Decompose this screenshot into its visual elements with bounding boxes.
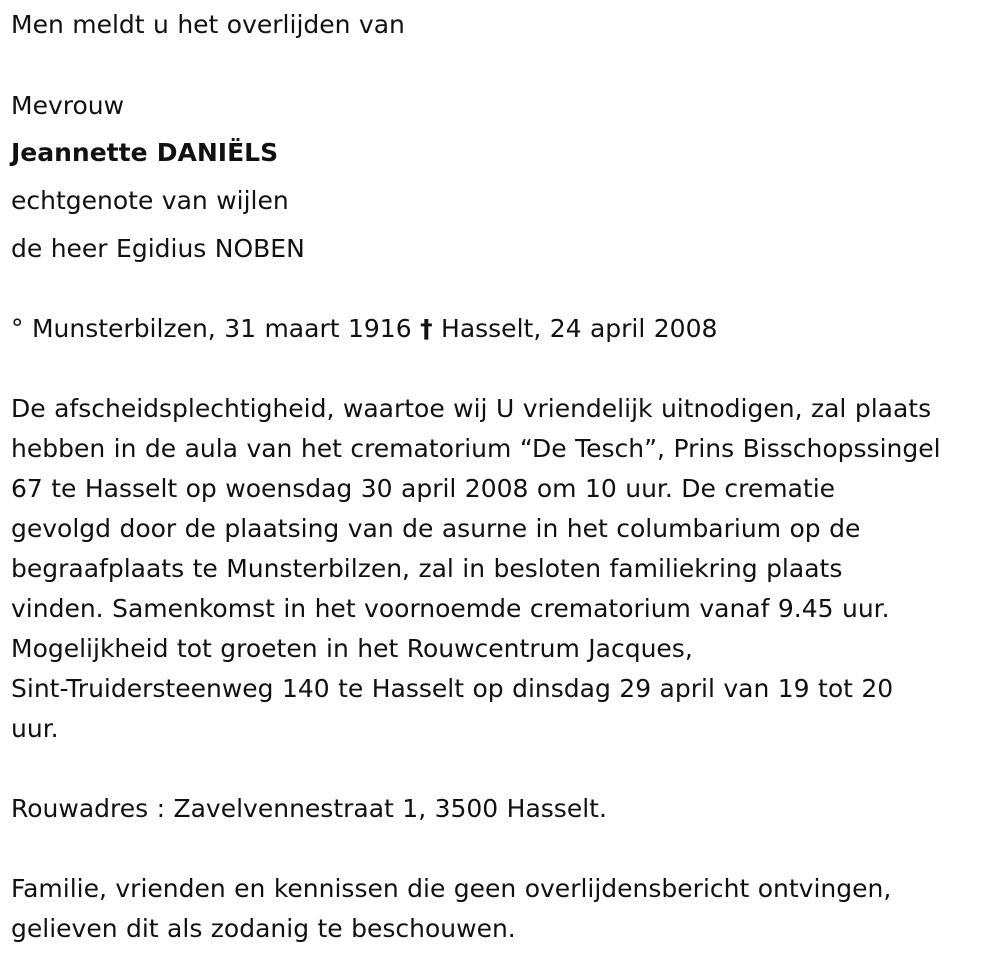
ceremony-line: uur. [11, 714, 59, 743]
mourning-address: Rouwadres : Zavelvennestraat 1, 3500 Hasselt. [11, 794, 607, 823]
cross-icon: † [420, 314, 433, 343]
ceremony-line: hebben in de aula van het crematorium “De Tesch”, Prins Bisschopssingel [11, 434, 941, 463]
death-info: Hasselt, 24 april 2008 [441, 314, 718, 343]
deceased-name: Jeannette DANIËLS [11, 138, 279, 167]
closing-line: gelieven dit als zodanig te beschouwen. [11, 914, 516, 943]
salutation: Mevrouw [11, 91, 125, 120]
intro-text: Men meldt u het overlijden van [11, 10, 405, 39]
birth-info: ° Munsterbilzen, 31 maart 1916 [11, 314, 412, 343]
ceremony-line: vinden. Samenkomst in het voornoemde crematorium vanaf 9.45 uur. [11, 594, 890, 623]
spouse-line-1: echtgenote van wijlen [11, 186, 289, 215]
birth-death-line [11, 309, 717, 349]
ceremony-line: 67 te Hasselt op woensdag 30 april 2008 om 10 uur. De crematie [11, 474, 836, 503]
ceremony-line: begraafplaats te Munsterbilzen, zal in besloten familiekring plaats [11, 554, 843, 583]
ceremony-line: Mogelijkheid tot groeten in het Rouwcentrum Jacques, [11, 634, 693, 663]
spouse-line-2: de heer Egidius NOBEN [11, 234, 305, 263]
ceremony-line: gevolgd door de plaatsing van de asurne in het columbarium op de [11, 514, 861, 543]
ceremony-line: De afscheidsplechtigheid, waartoe wij U vriendelijk uitnodigen, zal plaats [11, 394, 932, 423]
closing-line: Familie, vrienden en kennissen die geen overlijdensbericht ontvingen, [11, 874, 892, 903]
ceremony-line: Sint-Truidersteenweg 140 te Hasselt op dinsdag 29 april van 19 tot 20 [11, 674, 894, 703]
